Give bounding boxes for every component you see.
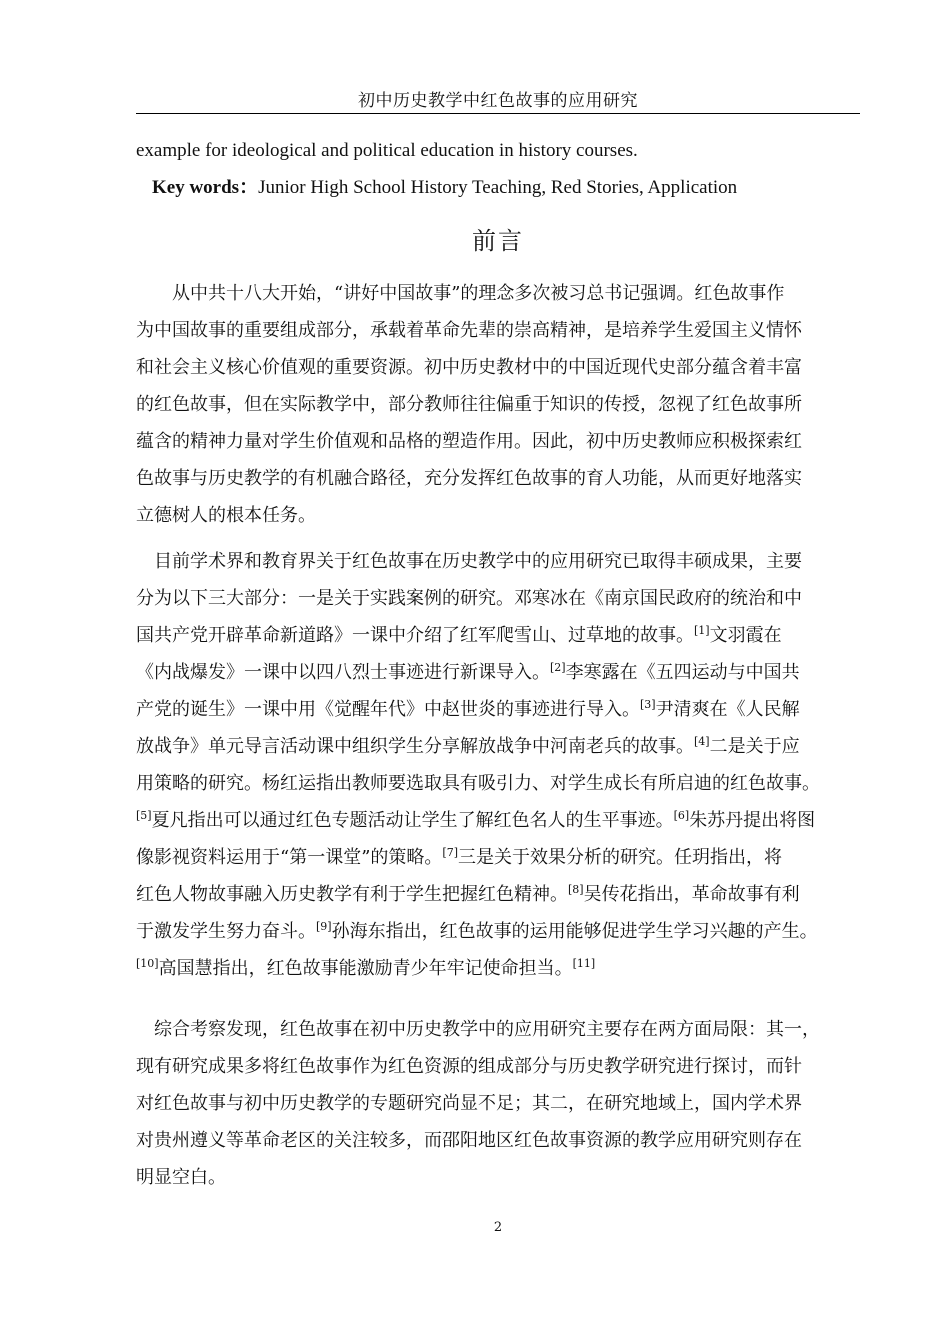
paragraph-line: 明显空白。 (136, 1167, 226, 1188)
paragraph-line: 对红色故事与初中历史教学的专题研究尚显不足；其二，在研究地域上，国内学术界 (136, 1093, 802, 1114)
paragraph-line: 蕴含的精神力量对学生价值观和品格的塑造作用。因此，初中历史教师应积极探索红 (136, 431, 802, 452)
citation-marker: [2] (550, 661, 566, 674)
citation-marker: [8] (568, 883, 584, 896)
paragraph-line: 色故事与历史教学的有机融合路径，充分发挥红色故事的育人功能，从而更好地落实 (136, 468, 802, 489)
paragraph-limitations (136, 1011, 860, 1196)
paragraph-line: 现有研究成果多将红色故事作为红色资源的组成部分与历史教学研究进行探讨，而针 (136, 1056, 802, 1077)
paragraph-line: 目前学术界和教育界关于红色故事在历史教学中的应用研究已取得丰硕成果，主要 (154, 551, 802, 572)
citation-marker: [1] (694, 624, 710, 637)
citation-marker: [5] (136, 809, 152, 822)
abstract-tail-text: example for ideological and political education in history courses. (136, 140, 638, 161)
paragraph-line: 像影视资料运用于“第一课堂”的策略。[7]三是关于效果分析的研究。任玥指出，将 (136, 846, 782, 868)
paragraph-line: 于激发学生努力奋斗。[9]孙海东指出，红色故事的运用能够促进学生学习兴趣的产生。 (136, 920, 818, 942)
citation-marker: [10] (136, 957, 159, 970)
paragraph-line: 分为以下三大部分：一是关于实践案例的研究。邓寒冰在《南京国民政府的统治和中 (136, 588, 802, 609)
citation-marker: [9] (316, 920, 332, 933)
header-rule (136, 113, 860, 114)
paragraph-line: 立德树人的根本任务。 (136, 505, 316, 526)
paragraph-line: 和社会主义核心价值观的重要资源。初中历史教材中的中国近现代史部分蕴含着丰富 (136, 357, 802, 378)
citation-marker: [4] (694, 735, 710, 748)
citation-marker: [3] (640, 698, 656, 711)
citation-marker: [6] (673, 809, 690, 822)
paragraph-line: 《内战爆发》一课中以四八烈士事迹进行新课导入。[2]李寒露在《五四运动与中国共 (136, 661, 800, 683)
paragraph-line: 的红色故事，但在实际教学中，部分教师往往偏重于知识的传授，忽视了红色故事所 (136, 394, 802, 415)
citation-marker: [11] (572, 957, 596, 970)
keywords-value: Junior High School History Teaching, Red Stories, Application (258, 177, 738, 198)
keywords-label: Key words： (152, 177, 259, 198)
paragraph-line: 综合考察发现，红色故事在初中历史教学中的应用研究主要存在两方面局限：其一， (154, 1019, 820, 1040)
paragraph-line: 用策略的研究。杨红运指出教师要选取具有吸引力、对学生成长有所启迪的红色故事。 (136, 773, 820, 794)
paragraph-intro (136, 275, 860, 534)
paragraph-line: 为中国故事的重要组成部分，承载着革命先辈的崇高精神，是培养学生爱国主义情怀 (136, 320, 802, 341)
paragraph-line: 红色人物故事融入历史教学有利于学生把握红色精神。[8]吴传花指出，革命故事有利 (136, 883, 800, 905)
paragraph-line: 从中共十八大开始，“讲好中国故事”的理念多次被习总书记强调。红色故事作 (172, 283, 785, 304)
paragraph-literature-review (136, 543, 860, 987)
paragraph-line: [5]夏凡指出可以通过红色专题活动让学生了解红色名人的生平事迹。[6]朱苏丹提出将图 (136, 809, 816, 831)
citation-marker: [7] (442, 846, 458, 859)
paragraph-line: [10]高国慧指出，红色故事能激励青少年牢记使命担当。[11] (136, 957, 596, 979)
paragraph-line: 国共产党开辟革命新道路》一课中介绍了红军爬雪山、过草地的故事。[1]文羽霞在 (136, 624, 782, 646)
section-title: 前言 (472, 227, 524, 255)
paragraph-line: 对贵州遵义等革命老区的关注较多，而邵阳地区红色故事资源的教学应用研究则存在 (136, 1130, 802, 1151)
running-header: 初中历史教学中红色故事的应用研究 (358, 91, 638, 111)
keywords-line (152, 176, 737, 200)
paragraph-line: 产党的诞生》一课中用《觉醒年代》中赵世炎的事迹进行导入。[3]尹清爽在《人民解 (136, 698, 800, 720)
page-number: 2 (493, 1220, 503, 1235)
paragraph-line: 放战争》单元导言活动课中组织学生分享解放战争中河南老兵的故事。[4]二是关于应 (136, 735, 800, 757)
